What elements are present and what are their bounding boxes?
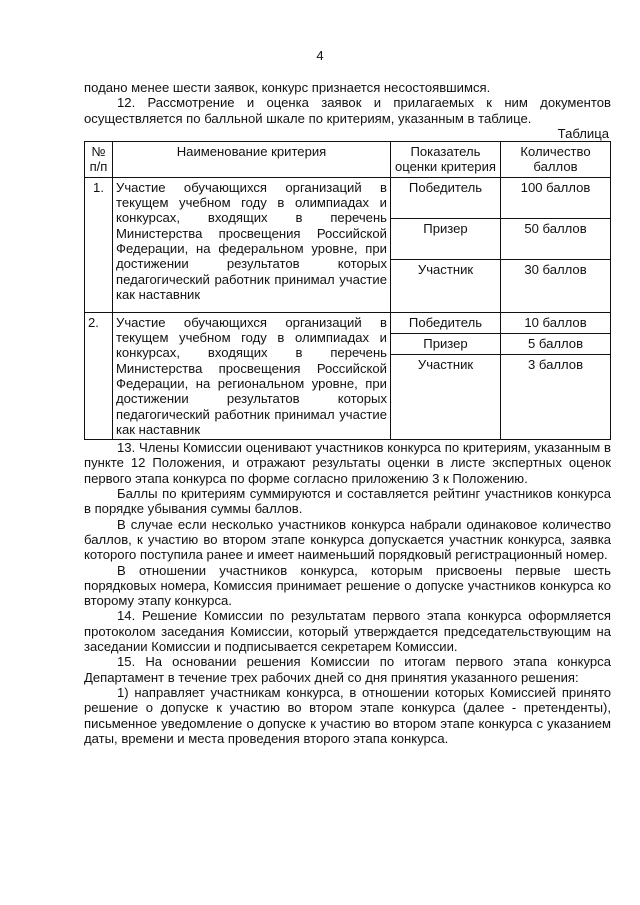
- table-header-row: [85, 142, 611, 178]
- row-number: 2.: [85, 312, 113, 439]
- header-points: Количество баллов: [501, 142, 611, 178]
- table-row: [85, 177, 611, 218]
- paragraph: Баллы по критериям суммируются и составляется рейтинг участников конкурса в порядке убывания суммы баллов.: [84, 486, 611, 517]
- paragraph: 1) направляет участникам конкурса, в отношении которых Комиссией принято решение о допуске к участию во втором этапе конкурса (далее - претенденты), письменное уведомление о допуске к участию во втором этапе конкурса с указанием даты, времени и места проведения второго этапа конкурса.: [84, 684, 611, 746]
- criteria-table: [84, 141, 611, 440]
- paragraph: 12. Рассмотрение и оценка заявок и прилагаемых к ним документов осуществляется по балльной шкале по критериям, указанным в таблице.: [84, 95, 611, 126]
- header-name: Наименование критерия: [113, 142, 391, 178]
- indicator-cell: Победитель: [391, 312, 501, 333]
- points-cell: 50 баллов: [501, 218, 611, 259]
- paragraph: В отношении участников конкурса, которым присвоены первые шесть порядковых номера, Комиссия принимает решение о допуске участников конкурса ко второму этапу конкурса.: [84, 562, 611, 609]
- points-cell: 100 баллов: [501, 177, 611, 218]
- header-num: № п/п: [85, 142, 113, 178]
- indicator-cell: Призер: [391, 218, 501, 259]
- page-number: 4: [316, 48, 324, 63]
- criterion-name: Участие обучающихся организаций в текущем учебном году в олимпиадах и конкурсах, входящих в перечень Министерства просвещения Российской Федерации, на региональном уровне, при достижении результатов которых педагогический работник принимал участие как наставник: [113, 312, 391, 439]
- paragraph: 15. На основании решения Комиссии по итогам первого этапа конкурса Департамент в течение трех рабочих дней со дня принятия указанного решения:: [84, 654, 611, 685]
- indicator-cell: Призер: [391, 333, 501, 354]
- paragraph: 14. Решение Комиссии по результатам первого этапа конкурса оформляется протоколом заседания Комиссии, который утверждается председательствующим на заседании Комиссии и подписывается секретарем Комиссии.: [84, 608, 611, 655]
- row-number: 1.: [85, 177, 113, 312]
- document-body: [84, 80, 611, 746]
- points-cell: 30 баллов: [501, 259, 611, 312]
- criterion-name: Участие обучающихся организаций в текущем учебном году в олимпиадах и конкурсах, входящих в перечень Министерства просвещения Российской Федерации, на федеральном уровне, при достижении результатов которых педагогический работник принимал участие как наставник: [113, 177, 391, 312]
- table-caption: Таблица: [557, 125, 609, 141]
- header-indicator: Показатель оценки критерия: [391, 142, 501, 178]
- points-cell: 10 баллов: [501, 312, 611, 333]
- table-row: [85, 312, 611, 333]
- indicator-cell: Участник: [391, 355, 501, 440]
- paragraph: подано менее шести заявок, конкурс признается несостоявшимся.: [84, 80, 491, 95]
- points-cell: 5 баллов: [501, 333, 611, 354]
- paragraph: В случае если несколько участников конкурса набрали одинаковое количество баллов, к участию во втором этапе конкурса допускается участник конкурса, заявка которого поступила ранее и имеет наименьший порядковый регистрационный номер.: [84, 516, 611, 563]
- points-cell: 3 баллов: [501, 355, 611, 440]
- paragraph: 13. Члены Комиссии оценивают участников конкурса по критериям, указанным в пункте 12 Положения, и отражают результаты оценки в листе экспертных оценок первого этапа конкурса по форме согласно приложению 3 к Положению.: [84, 440, 611, 486]
- indicator-cell: Участник: [391, 259, 501, 312]
- indicator-cell: Победитель: [391, 177, 501, 218]
